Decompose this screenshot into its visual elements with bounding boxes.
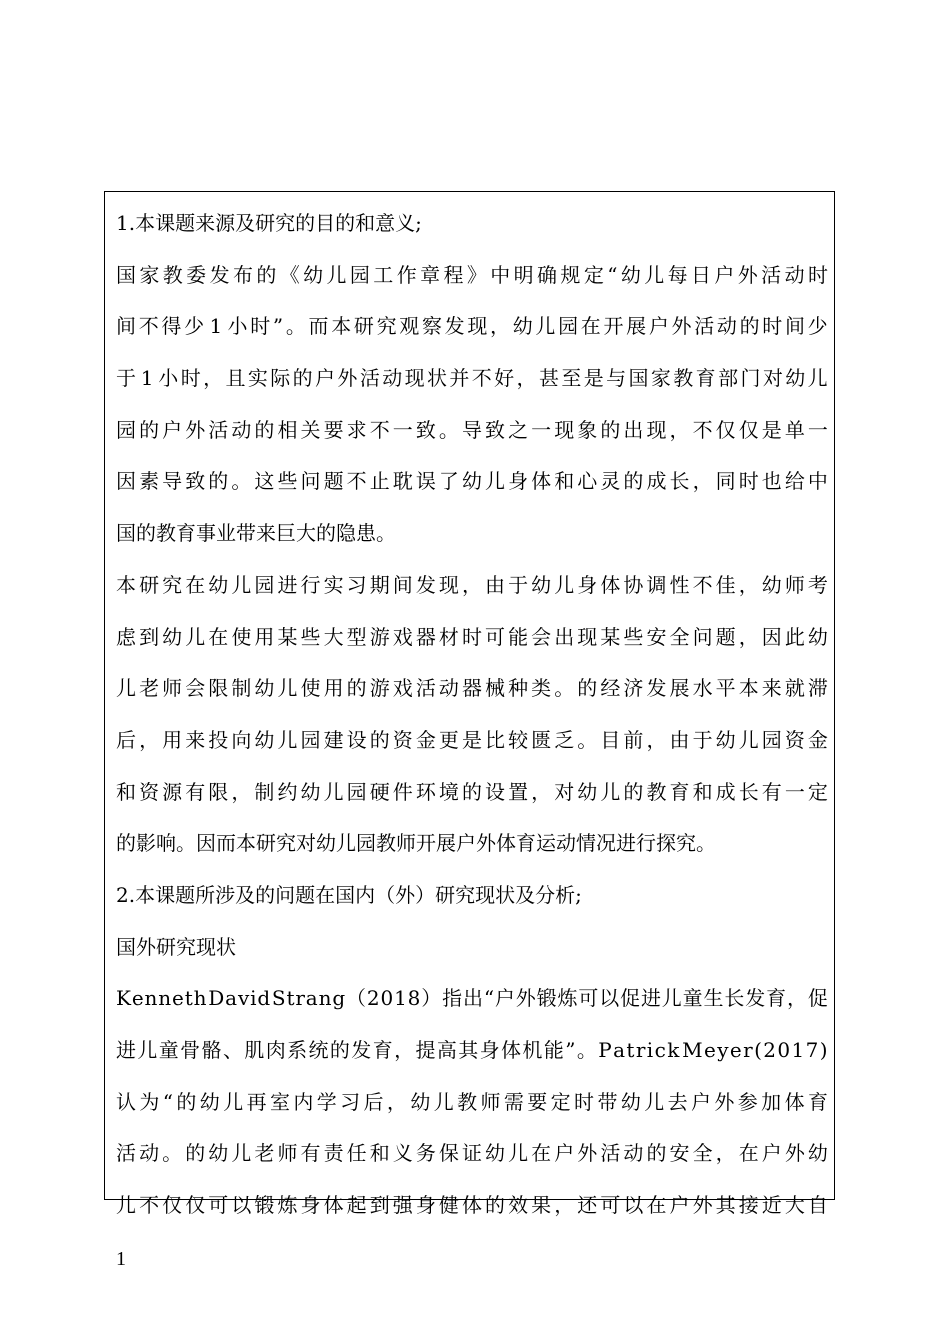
document-body (116, 198, 828, 1232)
text-line: 本 研 究 在 幼 儿 园 进 行 实 习 期 间 发 现 ， 由 于 幼 儿 身 体 协 调 性 不 佳 ， 幼 师 考 (116, 572, 828, 597)
text-line: K e n n e t h D a v i d S t r a n g （ 2 0 1 8 ） 指 出 “ 户 外 锻 炼 可 以 促 进 儿 童 生 长 发 育 ， 促 (116, 986, 828, 1011)
text-line: 国外研究现状 (116, 934, 236, 959)
text-line: 和 资 源 有 限 ， 制 约 幼 儿 园 硬 件 环 境 的 设 置 ， 对 幼 儿 的 教 育 和 成 长 有 一 定 (116, 779, 828, 804)
text-line: 的影响。因而本研究对幼儿园教师开展户外体育运动情况进行探究。 (116, 831, 716, 856)
text-line: 于 1 小 时 ， 且 实 际 的 户 外 活 动 现 状 并 不 好 ， 甚 至 是 与 国 家 教 育 部 门 对 幼 儿 (116, 366, 828, 391)
text-line: 国 家 教 委 发 布 的 《 幼 儿 园 工 作 章 程 》 中 明 确 规 定 “ 幼 儿 每 日 户 外 活 动 时 (116, 262, 828, 287)
text-line: 间 不 得 少 1 小 时 ” 。 而 本 研 究 观 察 发 现 ， 幼 儿 园 在 开 展 户 外 活 动 的 时 间 少 (116, 314, 828, 339)
text-line: 1.本课题来源及研究的目的和意义; (116, 211, 422, 235)
text-line: 后 ， 用 来 投 向 幼 儿 园 建 设 的 资 金 更 是 比 较 匮 乏 。 目 前 ， 由 于 幼 儿 园 资 金 (116, 727, 828, 752)
text-line: 儿 不 仅 仅 可 以 锻 炼 身 体 起 到 强 身 健 体 的 效 果 ， 还 可 以 在 户 外 其 接 近 大 自 (116, 1193, 828, 1218)
text-line: 认 为 “ 的 幼 儿 再 室 内 学 习 后 ， 幼 儿 教 师 需 要 定 时 带 幼 儿 去 户 外 参 加 体 育 (116, 1089, 828, 1114)
text-line: 园 的 户 外 活 动 的 相 关 要 求 不 一 致 。 导 致 之 一 现 象 的 出 现 ， 不 仅 仅 是 单 一 (116, 417, 828, 442)
text-line: 虑 到 幼 儿 在 使 用 某 些 大 型 游 戏 器 材 时 可 能 会 出 现 某 些 安 全 问 题 ， 因 此 幼 (116, 624, 828, 649)
text-line: 进 儿 童 骨 骼 、 肌 肉 系 统 的 发 育 ， 提 高 其 身 体 机 能 ” 。 P a t r i c k M e y e r ( 2 0 1 7 ) (116, 1038, 828, 1062)
text-line: 因 素 导 致 的 。 这 些 问 题 不 止 耽 误 了 幼 儿 身 体 和 心 灵 的 成 长 ， 同 时 也 给 中 (116, 469, 828, 494)
page-number: 1 (116, 1248, 126, 1270)
text-line: 活 动 。 的 幼 儿 老 师 有 责 任 和 义 务 保 证 幼 儿 在 户 外 活 动 的 安 全 ， 在 户 外 幼 (116, 1141, 828, 1166)
text-frame (104, 191, 835, 1218)
text-line: 国的教育事业带来巨大的隐患。 (116, 521, 396, 546)
text-line: 儿 老 师 会 限 制 幼 儿 使 用 的 游 戏 活 动 器 械 种 类 。 的 经 济 发 展 水 平 本 来 就 滞 (116, 676, 828, 701)
text-line: 2.本课题所涉及的问题在国内（外）研究现状及分析; (116, 882, 582, 907)
